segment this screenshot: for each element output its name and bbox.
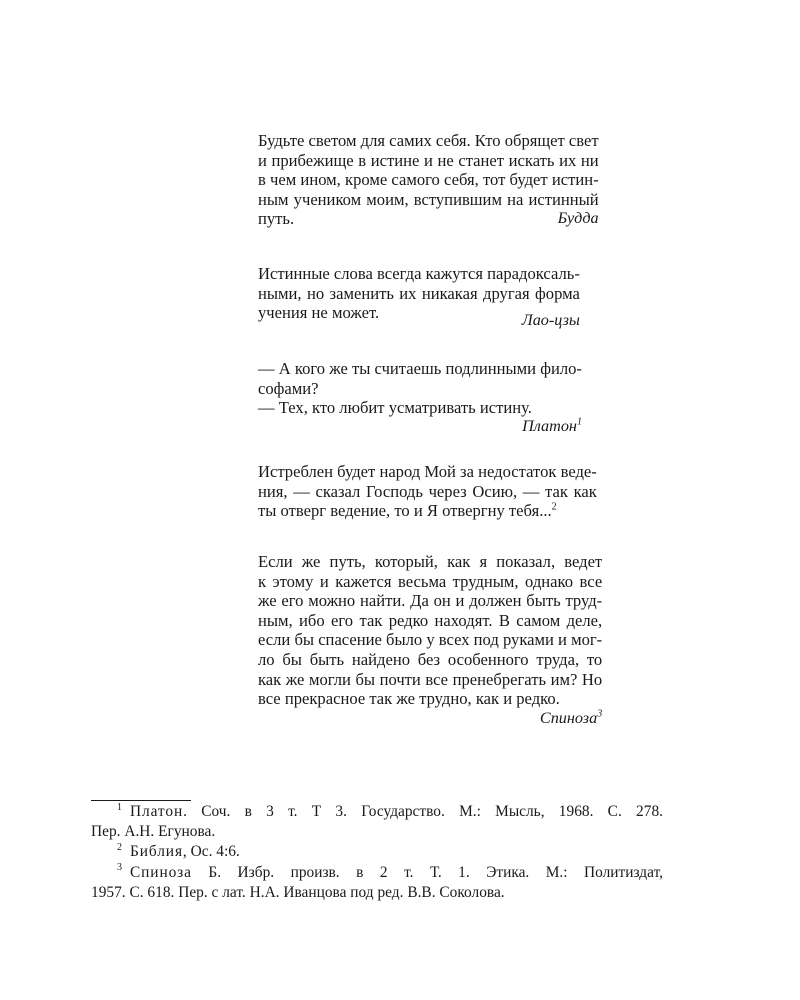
epigraph-author: Спиноза (539, 708, 598, 727)
footnote-number: 2 (117, 842, 122, 854)
epigraph-line: в чем ином, кроме самого себя, тот будет истин- (258, 170, 599, 190)
epigraph-hosea (258, 462, 597, 521)
epigraph-author: Платон (522, 416, 577, 435)
epigraph-plato (258, 359, 582, 436)
epigraph-line: — А кого же ты считаешь подлинными фило- (258, 359, 582, 378)
epigraph-line: если бы спасение было у всех под руками и мог- (258, 630, 603, 650)
epigraph-line: ным, ибо его так редко находят. В самом деле, (258, 610, 603, 630)
footnote-mark[interactable]: 2 (551, 501, 557, 513)
footnote-author: Библия (130, 843, 183, 861)
epigraph-line: — Тех, кто любит усматривать истину. (258, 398, 532, 418)
footnote-number: 1 (117, 801, 122, 813)
footnote-author: Платон (130, 803, 184, 820)
footnote-2 (91, 842, 663, 862)
epigraph-author: Лао-цзы (521, 310, 580, 329)
footnote-text: . Соч. в 3 т. Т 3. Государство. М.: Мысль, 1968. С. 278. (183, 803, 663, 820)
epigraph-line: и прибежище в истине и не станет искать их ни (258, 150, 599, 170)
epigraph-line: софами? (258, 378, 319, 398)
epigraph-line: все прекрасное так же трудно, как и редко. (258, 689, 560, 709)
epigraph-laozi (258, 264, 580, 330)
epigraph-spinoza (258, 552, 602, 728)
footnote-3-continuation: 1957. С. 618. Пер. с лат. Н.А. Иванцова под ред. В.В. Соколова. (91, 883, 505, 901)
epigraph-line: Истреблен будет народ Мой за недостаток веде- (258, 462, 597, 481)
epigraph-line: Если же путь, который, как я показал, ведет (258, 552, 603, 571)
footnote-separator (91, 800, 191, 801)
epigraph-author-line (258, 709, 602, 729)
epigraph-author: Будда (557, 209, 599, 228)
epigraph-line: ты отверг ведение, то и Я отвергну тебя... (258, 501, 552, 521)
footnote-3 (91, 863, 663, 883)
epigraph-line: же его можно найти. Да он и должен быть труд- (258, 591, 603, 611)
footnotes (91, 802, 663, 903)
epigraph-line: ния, — сказал Господь через Осию, — так как (258, 481, 597, 501)
footnote-text: Б. Избр. произв. в 2 т. Т. 1. Этика. М.: Политиздат, (191, 863, 663, 881)
epigraph-line: ным учеником моим, вступившим на истинный (258, 189, 599, 209)
epigraph-buddha (258, 131, 599, 229)
footnote-1-continuation: Пер. А.Н. Егунова. (91, 823, 216, 841)
epigraph-line: к этому и кажется весьма трудным, однако все (258, 571, 603, 591)
footnote-mark[interactable]: 1 (576, 416, 582, 428)
epigraph-line-with-mark (258, 501, 597, 521)
footnote-author: Спиноза (130, 863, 192, 881)
epigraph-line: ными, но заменить их никакая другая форма (258, 283, 580, 303)
footnote-mark[interactable]: 3 (597, 708, 603, 720)
epigraph-line: Истинные слова всегда кажутся парадоксаль- (258, 264, 580, 283)
epigraph-line: Будьте светом для самих себя. Кто обрящет свет (258, 131, 599, 150)
epigraph-line: как же могли бы почти все пренебрегать им? Но (258, 669, 603, 689)
footnote-1 (91, 802, 663, 822)
epigraph-line: учения не может. (258, 303, 380, 323)
footnote-text: , Ос. 4:6. (182, 843, 240, 861)
epigraph-line: ло бы быть найдено без особенного труда, то (258, 649, 603, 669)
epigraph-author-line (258, 417, 582, 437)
footnote-number: 3 (117, 862, 122, 874)
epigraph-line: путь. (258, 209, 295, 229)
